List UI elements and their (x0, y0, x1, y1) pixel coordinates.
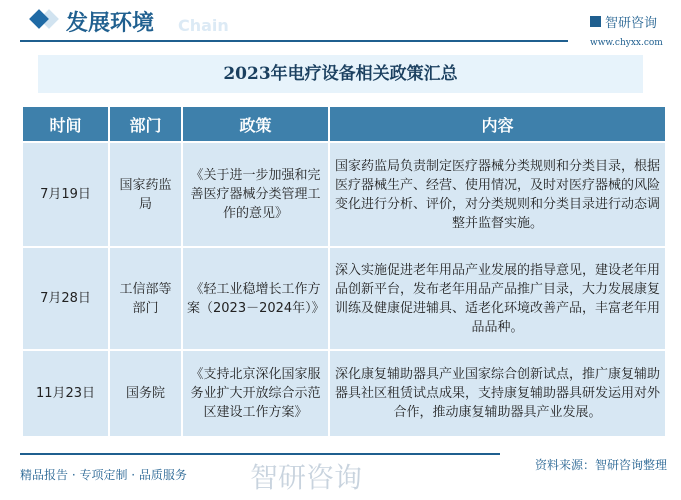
cell-dept: 国务院 (110, 351, 181, 436)
col-header: 内容 (330, 107, 665, 141)
cell-policy: 《轻工业稳增长工作方案（2023－2024年）》 (183, 248, 328, 349)
footer-slogan: 精品报告 · 专项定制 · 品质服务 (20, 468, 187, 482)
table-row (23, 351, 665, 436)
cell-date: 7月19日 (23, 143, 108, 246)
cell-date: 11月23日 (23, 351, 108, 436)
logo-icon (590, 16, 601, 27)
col-header: 时间 (23, 107, 108, 141)
brand-logo (590, 12, 657, 31)
watermark: 智研咨询 (250, 461, 363, 494)
section-title: 发展环境 (66, 10, 155, 36)
col-header: 政策 (183, 107, 328, 141)
cell-date: 7月28日 (23, 248, 108, 349)
source-note: 资料来源：智研咨询整理 (534, 458, 667, 472)
header-ghost-text: Chain (178, 16, 229, 35)
cell-content: 深化康复辅助器具产业国家综合创新试点，推广康复辅助器具社区租赁试点成果，支持康复辅助器具研发运用对外合作，推动康复辅助器具产业发展。 (330, 351, 665, 436)
header-divider (20, 40, 568, 42)
cell-policy: 《支持北京深化国家服务业扩大开放综合示范区建设工作方案》 (183, 351, 328, 436)
cell-content: 深入实施促进老年用品产业发展的指导意见，建设老年用品创新平台，发布老年用品产品推广目录，大力发展康复训练及健康促进辅具、适老化环境改善产品，丰富老年用品品种。 (330, 248, 665, 349)
cell-dept: 工信部等部门 (110, 248, 181, 349)
cell-content: 国家药监局负责制定医疗器械分类规则和分类目录，根据医疗器械生产、经营、使用情况，及时对医疗器械的风险变化进行分析、评价，对分类规则和分类目录进行动态调整并监督实施。 (330, 143, 665, 246)
cell-dept: 国家药监局 (110, 143, 181, 246)
logo-text: 智研咨询 (605, 16, 658, 31)
table-title: 2023年电疗设备相关政策汇总 (38, 55, 643, 93)
col-header: 部门 (110, 107, 181, 141)
policy-table (21, 105, 667, 438)
cell-policy: 《关于进一步加强和完善医疗器械分类管理工作的意见》 (183, 143, 328, 246)
table-row (23, 143, 665, 246)
table-header-row (23, 107, 665, 141)
brand-url: www.chyxx.com (590, 38, 663, 48)
footer-divider (20, 453, 500, 455)
table-row (23, 248, 665, 349)
